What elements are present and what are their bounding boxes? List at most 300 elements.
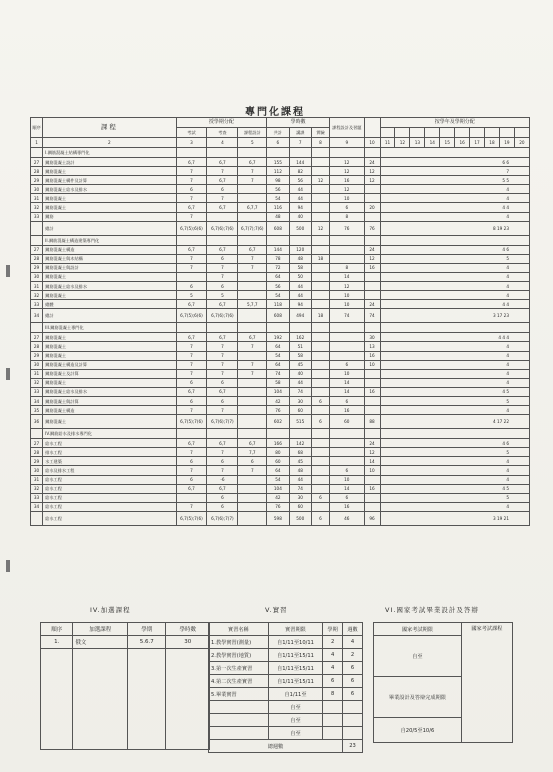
design-semester [238,406,267,415]
weekly-hours: 96 [364,511,380,525]
row-number: 33 [31,300,43,309]
week-col [514,128,529,138]
week-col [410,128,425,138]
row-number: 33 [31,387,43,396]
row-number: 30 [31,466,43,475]
lab-hours [330,148,364,158]
row-number [31,323,43,333]
lab-hours: 16 [330,502,364,511]
assess-semester: 7 [207,272,238,281]
exam-semester: 7 [176,406,207,415]
practice-total-label: 總週數 [209,740,343,753]
column-number: 19 [499,138,514,148]
lab-hours: 6 [330,493,364,502]
practice-cell: 自1/11至15/11 [268,662,322,675]
empty-row [41,649,210,750]
lecture-hours: 494 [289,309,311,323]
course-name: 總計 [43,309,176,323]
practice-row [209,701,363,714]
row-number: 31 [31,475,43,484]
lecture-hours: 60 [289,406,311,415]
semester-distribution: 5 [380,493,529,502]
row-number: 29 [31,351,43,360]
course-name: 鋼筋混凝土給水及排水 [43,185,176,194]
course-name: 鋼筋混凝土給水及排水 [43,282,176,291]
lecture-hours: 48 [289,254,311,263]
semester-distribution: 4 4 [380,300,529,309]
course-row [31,323,530,333]
course-name: 鋼筋 [43,212,176,221]
assess-semester [207,323,238,333]
weekly-hours [364,235,380,245]
column-number: 17 [470,138,485,148]
semester-distribution: 3 19 21 [380,511,529,525]
practice-row [209,662,363,675]
semester-distribution [380,323,529,333]
exam-semester: 7 [176,263,207,272]
assess-semester: 6,7 [207,203,238,212]
row-number: 31 [31,369,43,378]
course-row [31,194,530,203]
lab-hours: 10 [330,300,364,309]
total-hours: 98 [267,176,289,185]
practice-hours: 6 [311,415,329,429]
weekly-hours: 12 [364,448,380,457]
practice-total-row [209,740,363,753]
row-number: 34 [31,396,43,405]
practice-cell [343,701,363,714]
course-name: 鋼筋混凝土 [43,194,176,203]
row-number: 28 [31,342,43,351]
exam-header-course: 國家考試課程 [461,623,512,743]
row-number: 31 [31,282,43,291]
row-number: 30 [31,272,43,281]
design-semester [238,387,267,396]
total-hours: 118 [267,300,289,309]
design-semester [238,323,267,333]
course-name: 鋼筋混凝土構造 [43,245,176,254]
exam-table [373,622,513,743]
weekly-hours [364,194,380,203]
total-hours: 192 [267,333,289,342]
weekly-hours [364,378,380,387]
exam-semester: 6 [176,396,207,405]
practice-hours [311,167,329,176]
row-number: 31 [31,194,43,203]
course-name: 給水工程 [43,484,176,493]
column-number: 12 [395,138,410,148]
semester-distribution: 4 5 [380,387,529,396]
lecture-hours: 94 [289,203,311,212]
lecture-hours: 44 [289,475,311,484]
weekly-hours: 20 [364,203,380,212]
design-semester [238,378,267,387]
practice-cell: 自1/11至10/11 [268,636,322,649]
header-weekly-total [364,118,380,138]
lecture-hours: 142 [289,439,311,448]
lecture-hours: 68 [289,448,311,457]
exam-semester: 6,7(5);6(6) [176,221,207,235]
weekly-hours [364,212,380,221]
course-name: 鋼筋混凝土及計算 [43,369,176,378]
weekly-hours [364,323,380,333]
lecture-hours: 45 [289,360,311,369]
header-teaching-split: 授學期分配 [176,118,267,128]
practice-hours [311,212,329,221]
exam-semester: 7 [176,342,207,351]
practice-cell [323,714,343,727]
practice-hours: 18 [311,309,329,323]
assess-semester: 6 [207,254,238,263]
lab-hours: 14 [330,484,364,493]
semester-distribution: 4 [380,360,529,369]
course-row [31,158,530,167]
lab-hours: 6 [330,203,364,212]
course-name: 鋼筋混凝土 [43,203,176,212]
exam-semester: 7 [176,194,207,203]
semester-distribution: 4 6 [380,245,529,254]
column-number: 16 [455,138,470,148]
week-col [395,128,410,138]
assess-semester: 6,7 [207,176,238,185]
practice-cell: 3.第一次生產實習 [209,662,269,675]
practice-cell [323,727,343,740]
header-weekly-split: 按學年及學期分配 [380,118,529,128]
total-hours: 76 [267,502,289,511]
course-name: 鋼筋混凝土 [43,415,176,429]
course-row [31,333,530,342]
assess-semester: 6,7 [207,245,238,254]
total-hours: 58 [267,378,289,387]
course-name: 鋼筋混凝土給水及排水 [43,387,176,396]
practice-hours: 12 [311,221,329,235]
lab-hours: 16 [330,406,364,415]
course-name: 鋼筋混凝土與木結構 [43,254,176,263]
course-row [31,282,530,291]
total-hours: 155 [267,158,289,167]
course-row [31,466,530,475]
practice-cell: 6 [323,675,343,688]
total-hours: 60 [267,457,289,466]
semester-distribution: 4 [380,457,529,466]
design-semester [238,235,267,245]
weekly-hours [364,369,380,378]
design-semester [238,493,267,502]
lab-hours: 8 [330,212,364,221]
total-hours: 80 [267,448,289,457]
lab-hours [330,254,364,263]
practice-hours [311,282,329,291]
course-row [31,475,530,484]
practice-hours [311,263,329,272]
lecture-hours: 30 [289,396,311,405]
header-practice: 實驗 [311,128,329,138]
semester-distribution: 4 [380,282,529,291]
practice-hours [311,360,329,369]
extra-course-cell: 俄文 [73,636,128,649]
total-hours: 54 [267,194,289,203]
column-number: 8 [311,138,329,148]
course-name: II.鋼筋混凝土構造建築專門化 [43,235,176,245]
lecture-hours: 144 [289,158,311,167]
practice-header-cell: 週數 [343,623,363,636]
course-name: 鋼筋混凝土與計算 [43,396,176,405]
semester-distribution: 5 5 [380,176,529,185]
semester-distribution: 4 [380,475,529,484]
row-number: 29 [31,457,43,466]
week-col [485,128,500,138]
row-number: 27 [31,333,43,342]
assess-semester: 6,7(6);7(7) [207,511,238,525]
lab-hours: 60 [330,415,364,429]
semester-distribution: 4 6 [380,439,529,448]
practice-cell: 1.教學實習(測量) [209,636,269,649]
weekly-hours [364,282,380,291]
column-number: 9 [330,138,364,148]
exam-semester [176,323,207,333]
practice-hours [311,351,329,360]
practice-cell: 4 [323,662,343,675]
semester-distribution: 4 [380,212,529,221]
lecture-hours: 74 [289,484,311,493]
practice-hours: 18 [311,254,329,263]
design-semester: 7,7 [238,448,267,457]
row-number: 34 [31,309,43,323]
practice-hours [311,378,329,387]
column-number: 2 [43,138,176,148]
practice-cell [343,727,363,740]
exam-semester: 6,7 [176,484,207,493]
assess-semester: 6,7 [207,484,238,493]
course-row [31,212,530,221]
lecture-hours: 60 [289,502,311,511]
practice-hours [311,466,329,475]
exam-header-period: 國家考試期限 [374,623,462,636]
design-semester [238,484,267,493]
total-hours [267,429,289,439]
lab-hours: 12 [330,158,364,167]
exam-semester: 6,7(5);7(6) [176,511,207,525]
exam-semester: 6,7 [176,300,207,309]
assess-semester: 7 [207,466,238,475]
assess-semester: 7 [207,194,238,203]
semester-distribution: 4 [380,194,529,203]
total-hours: 144 [267,245,289,254]
weekly-hours: 24 [364,439,380,448]
lab-hours [330,351,364,360]
practice-header-cell: 實習期限 [268,623,322,636]
weekly-hours: 16 [364,484,380,493]
course-row [31,360,530,369]
lecture-hours [289,429,311,439]
exam-period-value: 自至 [374,636,462,677]
semester-distribution: 4 [380,406,529,415]
weekly-hours: 16 [364,263,380,272]
course-row [31,185,530,194]
course-row [31,448,530,457]
design-semester [238,185,267,194]
practice-row [209,636,363,649]
course-name: 鋼筋混凝土 [43,342,176,351]
practice-header-row [209,623,363,636]
design-semester: 6,7 [238,158,267,167]
course-row [31,429,530,439]
design-semester: 6,7 [238,439,267,448]
course-name: 鋼筋混凝土 [43,167,176,176]
row-number: 35 [31,406,43,415]
course-name: 給水及排水工程 [43,466,176,475]
practice-cell: 6 [343,662,363,675]
page-title: 專門化課程 [245,107,305,118]
practice-hours [311,203,329,212]
design-semester [238,282,267,291]
week-col [440,128,455,138]
column-number: 7 [289,138,311,148]
row-number: 32 [31,203,43,212]
exam-semester: 7 [176,167,207,176]
design-semester: 7 [238,263,267,272]
row-number: 34 [31,502,43,511]
course-row [31,300,530,309]
weekly-hours [364,272,380,281]
design-semester: 5,7,7 [238,300,267,309]
exam-semester: 7 [176,176,207,185]
exam-semester [176,272,207,281]
lab-hours: 74 [330,309,364,323]
course-row [31,263,530,272]
exam-semester: 7 [176,502,207,511]
row-number [31,235,43,245]
exam-semester [176,493,207,502]
header-total: 共計 [267,128,289,138]
semester-distribution: 4 17 22 [380,415,529,429]
row-number: 28 [31,448,43,457]
practice-hours [311,406,329,415]
practice-cell: 自1/11至 [268,688,322,701]
practice-header-cell: 實習名稱 [209,623,269,636]
course-row [31,291,530,300]
practice-hours: 6 [311,493,329,502]
row-number: 29 [31,263,43,272]
total-hours: 104 [267,484,289,493]
assess-semester: 7 [207,448,238,457]
course-name: 給水工程 [43,493,176,502]
lecture-hours: 94 [289,300,311,309]
total-hours: 64 [267,272,289,281]
assess-semester: 7 [207,342,238,351]
row-number [31,429,43,439]
lab-hours: 14 [330,378,364,387]
course-row [31,484,530,493]
course-row [31,235,530,245]
total-hours: 48 [267,212,289,221]
course-row [31,221,530,235]
punch-hole-mark [6,265,10,277]
practice-rows [209,636,363,740]
lecture-hours [289,148,311,158]
row-number: 30 [31,360,43,369]
semester-distribution: 5 [380,448,529,457]
course-name: 排水工程 [43,448,176,457]
course-name: 鋼筋混凝土 [43,272,176,281]
lab-hours: 14 [330,272,364,281]
lecture-hours: 58 [289,351,311,360]
course-name: 水工建築 [43,457,176,466]
design-semester: 6,7 [238,333,267,342]
lecture-hours: 44 [289,282,311,291]
lab-hours: 12 [330,167,364,176]
column-number: 10 [364,138,380,148]
exam-semester: 6 [176,457,207,466]
weekly-hours [364,429,380,439]
row-number: 36 [31,415,43,429]
weekly-hours: 12 [364,254,380,263]
design-semester [238,396,267,405]
assess-semester: 5 [207,291,238,300]
column-number: 15 [440,138,455,148]
lab-hours [330,333,364,342]
course-row [31,493,530,502]
practice-hours: 12 [311,176,329,185]
design-semester [238,511,267,525]
lecture-hours [289,323,311,333]
course-row [31,415,530,429]
column-number: 14 [425,138,440,148]
practice-hours [311,475,329,484]
weekly-hours: 10 [364,466,380,475]
total-hours: 74 [267,369,289,378]
course-name: IV.鋼筋給水及排水專門化 [43,429,176,439]
design-semester: 7 [238,360,267,369]
column-number: 5 [238,138,267,148]
exam-semester: 5 [176,291,207,300]
practice-cell: 2 [343,649,363,662]
lab-hours: 10 [330,194,364,203]
lab-hours [330,439,364,448]
lecture-hours: 500 [289,221,311,235]
semester-distribution: 4 [380,369,529,378]
week-col [499,128,514,138]
lecture-hours: 44 [289,185,311,194]
practice-row [209,714,363,727]
design-semester: 6,7(7);7(6) [238,221,267,235]
lecture-hours: 48 [289,466,311,475]
design-semester [238,194,267,203]
course-row [31,148,530,158]
semester-distribution: 4 [380,342,529,351]
practice-hours [311,300,329,309]
exam-semester: 7 [176,360,207,369]
total-hours: 598 [267,511,289,525]
design-semester [238,291,267,300]
assess-semester: 7 [207,167,238,176]
lab-hours [330,429,364,439]
exam-semester [176,148,207,158]
practice-hours [311,272,329,281]
lab-hours: 12 [330,282,364,291]
assess-semester: 6,7(6);7(6) [207,221,238,235]
weekly-hours: 14 [364,457,380,466]
header-course: 課程 [43,118,176,138]
semester-distribution: 7 [380,167,529,176]
extra-header-cell: 加選課程 [73,623,128,636]
exam-semester: 7 [176,466,207,475]
exam-semester: 7 [176,351,207,360]
extra-header-cell: 學時數 [166,623,210,636]
exam-semester [176,429,207,439]
exam-semester: 6,7 [176,439,207,448]
design-semester [238,309,267,323]
